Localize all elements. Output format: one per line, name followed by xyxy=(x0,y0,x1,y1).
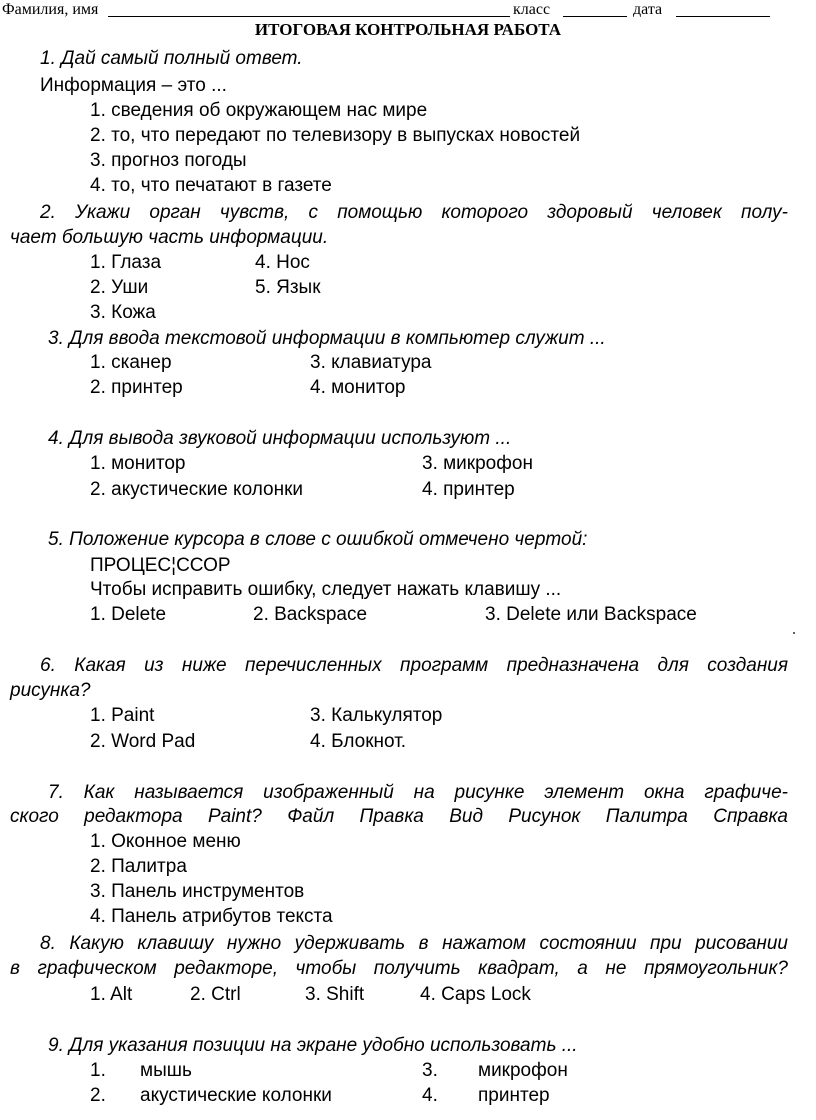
q9-option-4-number: 4. xyxy=(422,1085,438,1106)
q2-text-line2: чает большую часть информации. xyxy=(10,227,329,248)
q6-text-line2: рисунка? xyxy=(10,680,91,701)
q6-option-3: 3. Калькулятор xyxy=(310,705,443,726)
class-label: класс xyxy=(513,1,551,18)
date-field-line[interactable] xyxy=(676,16,770,17)
q7-text-line1: 7. Как называется изображенный на рисунке элемент окна графиче- xyxy=(48,782,788,803)
q8-option-1: 1. Alt xyxy=(90,984,133,1005)
q9-option-1-label: мышь xyxy=(140,1060,192,1081)
q1-stem: Информация – это ... xyxy=(40,75,227,96)
q3-option-4: 4. монитор xyxy=(310,377,406,398)
q3-option-2: 2. принтер xyxy=(90,377,183,398)
q7-option-4: 4. Панель атрибутов текста xyxy=(90,906,333,927)
q5-prompt: Чтобы исправить ошибку, следует нажать клавишу ... xyxy=(90,579,562,600)
q6-option-1: 1. Paint xyxy=(90,705,155,726)
q7-option-1: 1. Оконное меню xyxy=(90,831,241,852)
q4-option-2: 2. акустические колонки xyxy=(90,479,304,500)
class-field-line[interactable] xyxy=(563,16,627,17)
q8-text-line1: 8. Какую клавишу нужно удерживать в нажатом состоянии при рисовании xyxy=(40,933,788,954)
q6-text-line1: 6. Какая из ниже перечисленных программ предназначена для создания xyxy=(40,655,788,676)
q1-option-4: 4. то, что печатают в газете xyxy=(90,175,332,196)
q2-option-1: 1. Глаза xyxy=(90,252,162,273)
q7-option-2: 2. Палитра xyxy=(90,856,187,877)
q2-option-3: 3. Кожа xyxy=(90,302,156,323)
q3-option-3: 3. клавиатура xyxy=(310,352,432,373)
q5-word-with-cursor: ПРОЦЕС¦ССОР xyxy=(90,555,231,576)
q1-instruction: 1. Дай самый полный ответ. xyxy=(40,48,303,69)
q1-option-1: 1. сведения об окружающем нас мире xyxy=(90,100,428,121)
q4-option-3: 3. микрофон xyxy=(422,453,533,474)
q8-text-line2: в графическом редакторе, чтобы получить квадрат, а не прямоугольник? xyxy=(10,958,788,979)
q2-option-5: 5. Язык xyxy=(255,277,321,298)
q3-option-1: 1. сканер xyxy=(90,352,172,373)
q4-option-1: 1. монитор xyxy=(90,453,186,474)
q6-option-2: 2. Word Pad xyxy=(90,731,196,752)
q2-option-4: 4. Нос xyxy=(255,252,310,273)
q2-text-line1: 2. Укажи орган чувств, с помощью которого здоровый человек полу- xyxy=(40,202,788,223)
q9-option-4-label: принтер xyxy=(478,1085,550,1106)
q6-option-4: 4. Блокнот. xyxy=(310,731,407,752)
q9-option-1-number: 1. xyxy=(90,1060,106,1081)
q4-text: 4. Для вывода звуковой информации используют ... xyxy=(48,428,512,449)
scan-speck xyxy=(793,632,795,634)
q1-option-2: 2. то, что передают по телевизору в выпусках новостей xyxy=(90,125,581,146)
q8-option-2: 2. Ctrl xyxy=(190,984,241,1005)
q4-option-4: 4. принтер xyxy=(422,479,515,500)
q5-option-3: 3. Delete или Backspace xyxy=(485,604,697,625)
q9-option-2-number: 2. xyxy=(90,1085,106,1106)
q5-option-2: 2. Backspace xyxy=(253,604,368,625)
q8-option-3: 3. Shift xyxy=(305,984,365,1005)
q3-text: 3. Для ввода текстовой информации в компьютер служит ... xyxy=(48,328,606,349)
q2-option-2: 2. Уши xyxy=(90,277,149,298)
q7-text-line2: ского редактора Paint? Файл Правка Вид Рисунок Палитра Справка xyxy=(10,806,788,827)
q9-text: 9. Для указания позиции на экране удобно использовать ... xyxy=(48,1035,578,1056)
q7-option-3: 3. Панель инструментов xyxy=(90,881,305,902)
q1-option-3: 3. прогноз погоды xyxy=(90,150,247,171)
q9-option-3-number: 3. xyxy=(422,1060,438,1081)
q9-option-3-label: микрофон xyxy=(478,1060,568,1081)
header xyxy=(0,0,816,22)
name-field-line[interactable] xyxy=(108,16,510,17)
page-title: ИТОГОВАЯ КОНТРОЛЬНАЯ РАБОТА xyxy=(254,20,562,39)
date-label: дата xyxy=(633,1,663,18)
q5-option-1: 1. Delete xyxy=(90,604,167,625)
name-label: Фамилия, имя xyxy=(2,1,99,18)
q5-text: 5. Положение курсора в слове с ошибкой отмечено чертой: xyxy=(48,529,588,550)
q9-option-2-label: акустические колонки xyxy=(140,1085,332,1106)
q8-option-4: 4. Caps Lock xyxy=(420,984,531,1005)
